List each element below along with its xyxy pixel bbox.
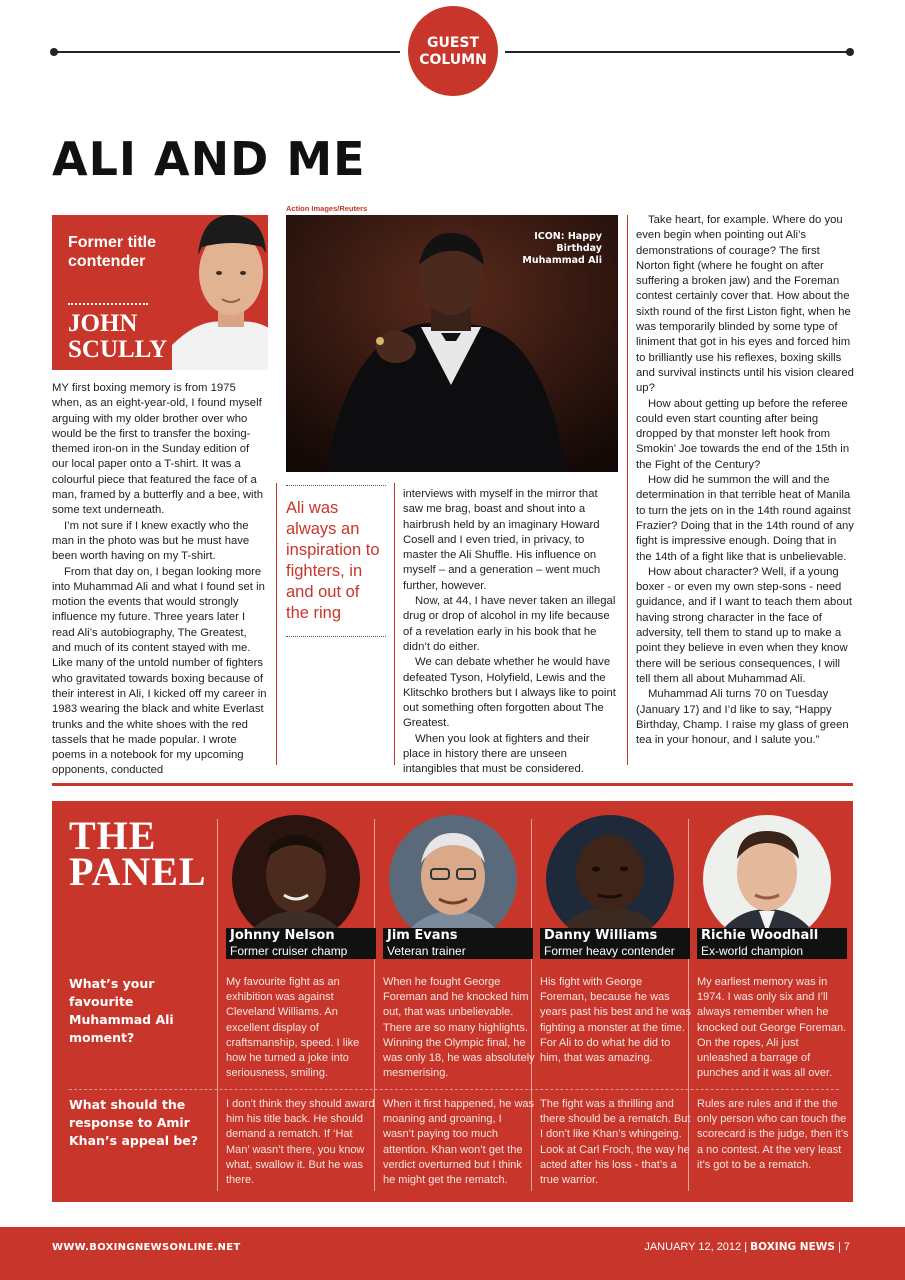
badge-line1: GUEST (426, 35, 480, 51)
section-separator (52, 783, 853, 786)
article-headline: ALI AND ME (52, 132, 366, 186)
pull-quote-text: Ali was always an inspiration to fighters, in and out of the ring (286, 499, 380, 622)
panelist-answer-2: When it first happened, he was moaning and groaning, I wasn’t paying too much attention. Khan won’t get the verdict overturned but I think he might get the rematch. (383, 1098, 535, 1187)
page-footer (0, 1227, 905, 1280)
footer-page-number: 7 (843, 1241, 850, 1253)
footer-brand: BOXING NEWS (750, 1241, 835, 1253)
panelist-answer-1: When he fought George Foreman and he knocked him out, that was unbelievable. There are so many highlights. Winning the Olympic final, he was only 18, he was absolutely mesmerising. (383, 976, 535, 1080)
article-paragraph: Now, at 44, I have never taken an illegal drug or drop of alcohol in my life because of a revelation early in his book that he didn’t do either. (403, 595, 616, 653)
the-panel (52, 801, 853, 1202)
column-rule (276, 483, 277, 765)
panel-question-2: What should the response to Amir Khan’s appeal be? (69, 1097, 199, 1148)
panelist-nameplate (383, 928, 533, 959)
article-column-1 (52, 381, 268, 779)
panelist-name: Richie Woodhall (701, 928, 819, 943)
caption-line: Birthday (556, 243, 602, 254)
footer-folio (644, 1241, 850, 1253)
byline-name-last: SCULLY (68, 336, 168, 363)
byline-divider (68, 303, 148, 305)
byline-name (68, 311, 167, 363)
panelist-answer-1: His fight with George Foreman, because he was years past his best and he was fighting a monster at the time. For Ali to do what he did to him, that was amazing. (540, 976, 692, 1065)
panelist-nameplate (697, 928, 847, 959)
panel-title (69, 813, 207, 894)
panelist-role: Former cruiser champ (230, 944, 348, 958)
panel-question-1: What’s your favourite Muhammad Ali moment? (69, 976, 174, 1045)
panelist-nameplate (226, 928, 376, 959)
author-portrait (172, 215, 268, 370)
pull-quote (286, 485, 386, 637)
photo-credit: Action Images/Reuters (286, 204, 368, 213)
panelist-name: Johnny Nelson (230, 928, 335, 943)
panelist-name: Danny Williams (544, 928, 658, 943)
panelist-portrait (703, 815, 831, 943)
caption-line: Muhammad Ali (522, 255, 602, 266)
article-paragraph: How about getting up before the referee could even start counting after being dropped by that monster left hook from Smokin’ Joe towards the end of the 15th in the Fight of the Century? (636, 397, 850, 471)
panelist-role: Veteran trainer (387, 944, 466, 958)
guest-column-badge (408, 6, 498, 96)
article-paragraph: I’m not sure if I knew exactly who the man in the photo was but he must have been worth having on my T-shirt. (52, 519, 250, 563)
article-paragraph: When you look at fighters and their place in history there are unseen intangibles that must be considered. (403, 732, 590, 776)
panelist-answer-1: My earliest memory was in 1974. I was only six and I’ll always remember when he knocked out George Foreman. On the ropes, Ali just unleashed a barrage of punches and it was all over. (697, 976, 847, 1080)
article-paragraph: interviews with myself in the mirror that saw me brag, boast and shout into a hairbrush held by an imaginary Howard Cosell and I even tried, in privacy, to master the Ali Shuffle. His influence on myself – and a generation – went much further, however. (403, 488, 601, 592)
badge-line2: COLUMN (419, 52, 487, 68)
panel-title-line: THE (69, 813, 157, 858)
panelist-avatar (703, 815, 831, 943)
article-paragraph: From that day on, I began looking more into Muhammad Ali and what I found set in motion the events that would strongly influence my future. Three years later I read Ali’s autobiography, The Greatest, and much of its content stayed with me. Like many of the untold number of fighters who gravitated towards boxing because of their interest in Ali, I kicked off my career in 1983 wearing the black and white Everlast trunks and the white shoes with the red tassels that he made popular. I wrote poems in a notebook for my upcoming opponents, conducted (52, 565, 267, 777)
panelist-name: Jim Evans (387, 928, 458, 943)
article-paragraph: How about character? Well, if a young boxer - or even my own step-sons - need guidance, and if I want to teach them about having strong character in the face of adversity, tell them to stand up to make a point they believe in even when they know there will be serious consequences, I will tell them all about Muhammad Ali. (636, 565, 853, 685)
byline-name-first: JOHN (68, 310, 138, 337)
caption-line: ICON: Happy (534, 231, 602, 242)
article-column-2 (403, 487, 619, 778)
footer-separator: | (837, 1241, 841, 1253)
header-rule-dot-left (50, 48, 58, 56)
article-column-3 (636, 213, 854, 748)
article-paragraph: Take heart, for example. Where do you even begin when pointing out Ali’s demonstrations of courage? The first Norton fight (where he fought on after suffering a broken jaw) and the Foreman contest certainly cover that. How about the sixth round of the first Liston fight, when he was temporarily blinded by some type of liniment that got in his eyes and forced him to brilliantly use his reflexes, boxing skills and survival instincts until his vision cleared up? (636, 214, 854, 395)
photo-caption (522, 231, 602, 267)
panelist-avatar (389, 815, 517, 943)
article-paragraph: How did he summon the will and the determination in that terrible heat of Manila to turn the jets on in the 14th round against Frazier? Doing that in the 14th round of any fight is impressive enough. Doing that in the 14th of a fight like that is unbelievable. (636, 474, 854, 563)
column-rule (394, 483, 395, 765)
footer-date: JANUARY 12, 2012 (644, 1241, 742, 1253)
panel-row-divider (69, 1089, 839, 1090)
panelist-portrait (232, 815, 360, 943)
panelist-portrait (546, 815, 674, 943)
byline-box (52, 215, 268, 370)
article-paragraph: MY first boxing memory is from 1975 when, as an eight-year-old, I found myself arguing with my older brother over who would be the first to transfer the boxing-themed iron-on in the Sunday edition of our local paper onto a T-shirt. It was a colourful piece that featured the face of a man, framed by a butterfly and a bee, with some text underneath. (52, 382, 263, 517)
panelist-answer-2: The fight was a thrilling and there should be a rematch. But I don’t like Khan’s whingeing. Look at Carl Froch, the way he acted after his loss - that’s a true warrior. (540, 1098, 691, 1187)
panel-title-line: PANEL (69, 849, 207, 894)
panelist-nameplate (540, 928, 690, 959)
muhammad-ali-photo (286, 215, 618, 472)
panelist-role: Ex-world champion (701, 944, 804, 958)
panelist-answer-1: My favourite fight as an exhibition was against Cleveland Williams. An excellent display of craftsmanship, speed. I like how he turned a joke into seriousness, smiling. (226, 976, 360, 1080)
panelist-role: Former heavy contender (544, 944, 675, 958)
byline-subtitle: Former title contender (68, 234, 157, 270)
article-paragraph: We can debate whether he would have defeated Tyson, Holyfield, Lewis and the Klitschko brothers but I always like to point out something often forgotten about The Greatest. (403, 656, 616, 730)
panelist-answer-2: I don’t think they should award him his title back. He should demand a rematch. If ‘Hat Man’ wasn’t there, you know what, swallow it. But he was there. (226, 1098, 375, 1187)
footer-separator: | (744, 1241, 748, 1253)
panelist-avatar (546, 815, 674, 943)
panelist-answer-2: Rules are rules and if the the only person who can touch the scorecard is the judge, then it’s a no contest. At the very least it’s got to be a rematch. (697, 1098, 849, 1171)
header-rule-right (505, 51, 850, 53)
pull-quote-rule-bottom (286, 636, 386, 637)
panel-column-divider (217, 819, 218, 1191)
panelist-portrait (389, 815, 517, 943)
header-rule-left (52, 51, 400, 53)
footer-website-link[interactable]: WWW.BOXINGNEWSONLINE.NET (52, 1242, 241, 1253)
article-paragraph: Muhammad Ali turns 70 on Tuesday (January 17) and I’d like to say, “Happy Birthday, Champ. I raise my glass of green tea in your honour, and I salute you.” (636, 688, 849, 747)
panelist-avatar (232, 815, 360, 943)
column-rule (627, 215, 628, 765)
header-rule-dot-right (846, 48, 854, 56)
